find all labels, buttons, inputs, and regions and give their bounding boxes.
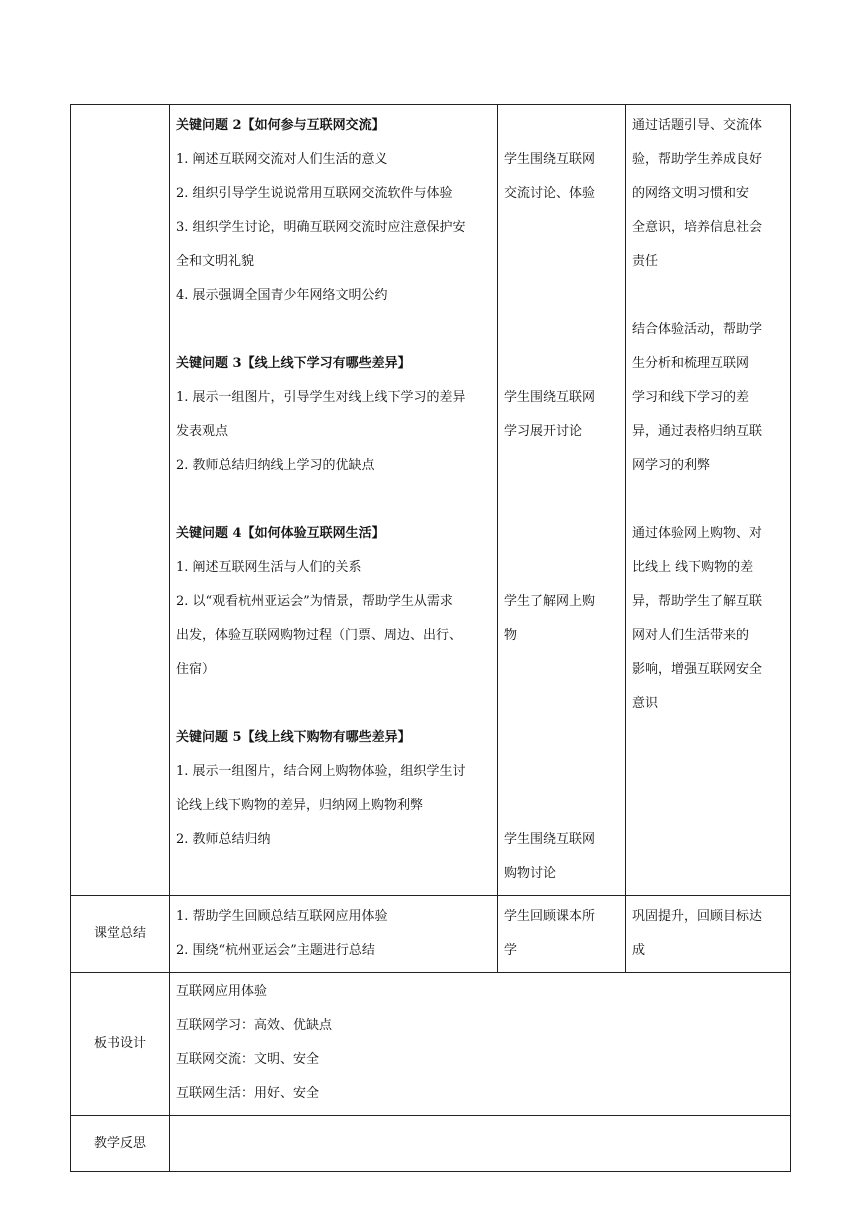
summary-intent-text: 巩固提升，回顾目标达 [632, 909, 763, 924]
activity-item: 1. 展示一组图片，结合网上购物体验，组织学生讨 [176, 764, 466, 779]
summary-item: 2. 围绕“杭州亚运会”主题进行总结 [176, 943, 375, 958]
activity-item: 4. 展示强调全国青少年网络文明公约 [176, 288, 388, 303]
summary-label-cell [71, 896, 170, 973]
board-line: 互联网应用体验 [176, 984, 268, 999]
activity-item: 论线上线下购物的差异，归纳网上购物利弊 [176, 798, 424, 813]
intent-text: 全意识，培养信息社会 [632, 220, 763, 235]
board-row [71, 973, 791, 1116]
student-text: 学生了解网上购 [504, 594, 596, 609]
board-content-cell [170, 973, 791, 1116]
intent-text: 异，通过表格归纳互联 [632, 424, 763, 439]
student-text: 学习展开讨论 [504, 424, 583, 439]
intent-text: 网学习的利弊 [632, 458, 711, 473]
lesson-plan-table [70, 104, 791, 1172]
activity-item: 1. 展示一组图片，引导学生对线上线下学习的差异 [176, 390, 466, 405]
student-text: 学生围绕互联网 [504, 832, 596, 847]
key-question-4-heading: 关键问题 4【如何体验互联网生活】 [176, 526, 385, 541]
student-text: 学生围绕互联网 [504, 152, 596, 167]
summary-item: 1. 帮助学生回顾总结互联网应用体验 [176, 909, 388, 924]
process-row [71, 105, 791, 896]
board-line: 互联网学习：高效、优缺点 [176, 1018, 333, 1033]
summary-student-text: 学 [504, 943, 518, 958]
process-label-cell [71, 105, 170, 896]
activity-item: 发表观点 [176, 424, 229, 439]
design-intent-cell [626, 105, 791, 896]
key-question-5-heading: 关键问题 5【线上线下购物有哪些差异】 [176, 730, 411, 745]
reflection-row [71, 1116, 791, 1172]
intent-text: 结合体验活动，帮助学 [632, 322, 763, 337]
intent-text: 学习和线下学习的差 [632, 390, 750, 405]
summary-label: 课堂总结 [93, 926, 146, 941]
intent-text: 影响，增强互联网安全 [632, 662, 763, 677]
intent-text: 比线上 线下购物的差 [632, 560, 754, 575]
activity-item: 2. 以“观看杭州亚运会”为情景，帮助学生从需求 [176, 594, 453, 609]
summary-student-text: 学生回顾课本所 [504, 909, 596, 924]
teacher-activity-cell [170, 105, 498, 896]
reflection-content [170, 1116, 790, 1124]
activity-item: 1. 阐述互联网交流对人们生活的意义 [176, 152, 388, 167]
key-question-3-heading: 关键问题 3【线上线下学习有哪些差异】 [176, 356, 411, 371]
reflection-content-cell [170, 1116, 791, 1172]
student-text: 学生围绕互联网 [504, 390, 596, 405]
reflection-label: 教学反思 [93, 1135, 146, 1151]
activity-item: 2. 组织引导学生说说常用互联网交流软件与体验 [176, 186, 453, 201]
activity-item: 2. 教师总结归纳 [176, 832, 271, 847]
activity-item: 2. 教师总结归纳线上学习的优缺点 [176, 458, 375, 473]
intent-text: 网对人们生活带来的 [632, 628, 750, 643]
student-text: 交流讨论、体验 [504, 186, 596, 201]
activity-item: 3. 组织学生讨论，明确互联网交流时应注意保护安 [176, 220, 466, 235]
intent-text: 意识 [632, 696, 659, 711]
board-label-cell [71, 973, 170, 1116]
intent-text: 验，帮助学生养成良好 [632, 152, 763, 167]
activity-item: 1. 阐述互联网生活与人们的关系 [176, 560, 362, 575]
activity-item: 住宿） [176, 662, 216, 677]
board-line: 互联网交流：文明、安全 [176, 1052, 320, 1067]
intent-text: 通过体验网上购物、对 [632, 526, 763, 541]
student-text: 购物讨论 [504, 866, 557, 881]
student-activity-cell [498, 105, 626, 896]
summary-content-cell [170, 896, 498, 973]
summary-intent-cell [626, 896, 791, 973]
board-line: 互联网生活：用好、安全 [176, 1086, 320, 1101]
activity-item: 全和文明礼貌 [176, 254, 255, 269]
activity-item: 出发，体验互联网购物过程（门票、周边、出行、 [176, 628, 463, 643]
key-question-2-heading: 关键问题 2【如何参与互联网交流】 [176, 118, 385, 133]
board-label: 板书设计 [93, 1036, 146, 1051]
intent-text: 的网络文明习惯和安 [632, 186, 750, 201]
summary-intent-text: 成 [632, 943, 646, 958]
student-text: 物 [504, 628, 518, 643]
summary-row [71, 896, 791, 973]
summary-student-cell [498, 896, 626, 973]
intent-text: 责任 [632, 254, 659, 269]
reflection-label-cell [71, 1116, 170, 1172]
intent-text: 通过话题引导、交流体 [632, 118, 763, 133]
intent-text: 生分析和梳理互联网 [632, 356, 750, 371]
intent-text: 异，帮助学生了解互联 [632, 594, 763, 609]
